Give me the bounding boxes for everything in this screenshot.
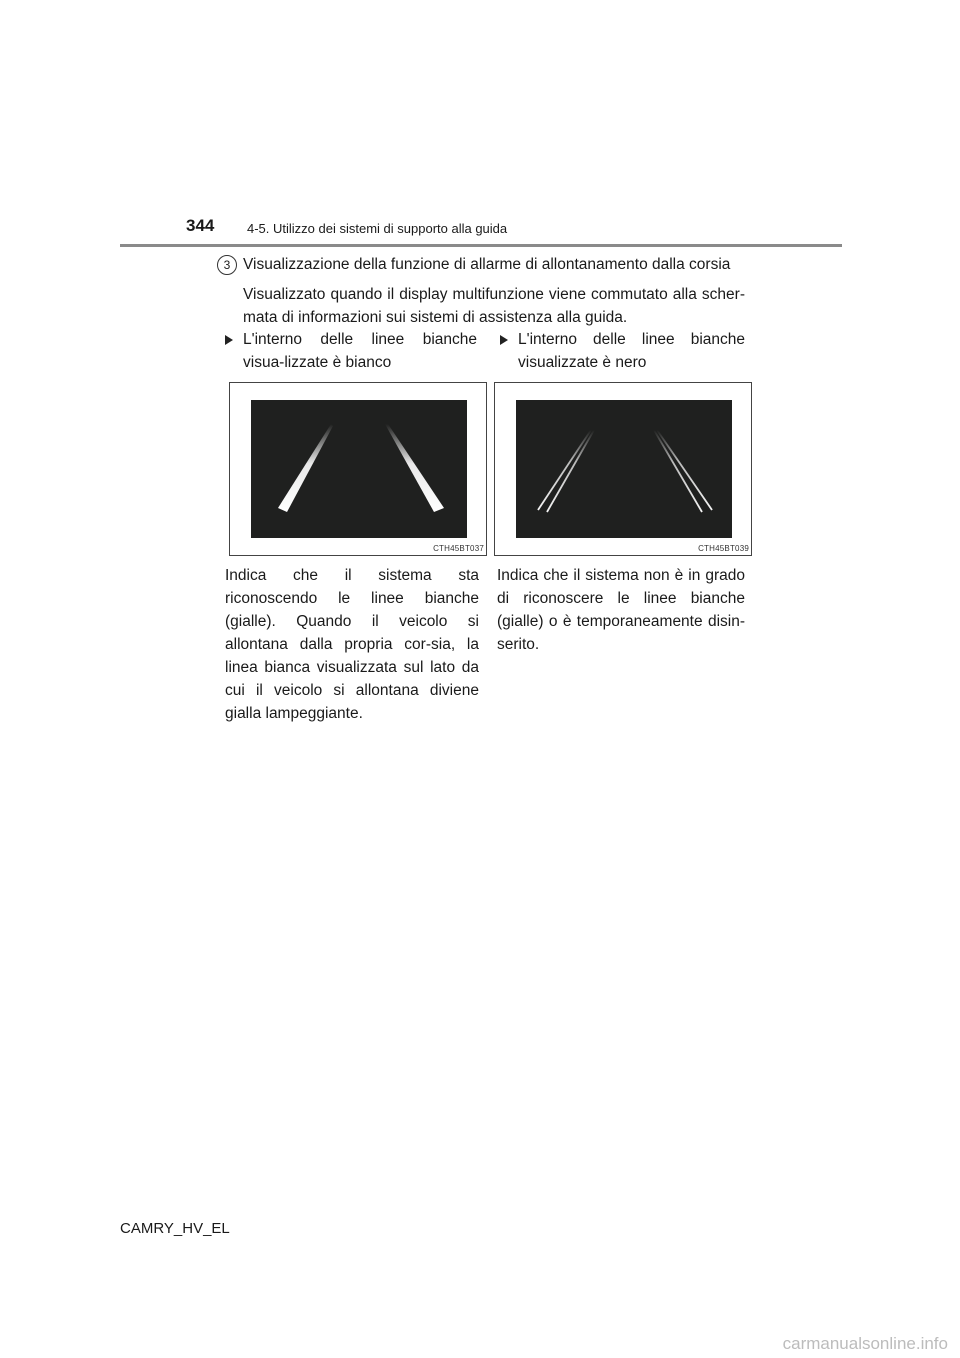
column-description-black: Indica che il sistema non è in grado di riconoscere le linee bianche (gialle) o è temporaneamente disin-serito. <box>497 567 745 653</box>
right-lane-inner-edge <box>654 430 702 512</box>
display-screen <box>516 400 732 538</box>
column-label-text: L'interno delle linee bianche visualizzate è nero <box>518 331 745 371</box>
figure-lane-lines-black <box>494 382 752 556</box>
item-number-badge: 3 <box>217 255 237 275</box>
item-intro: Visualizzato quando il display multifunzione viene commutato alla scher-mata di informazioni sui sistemi di assistenza alla guida. <box>243 286 745 326</box>
column-label-text: L'interno delle linee bianche visua-lizzate è bianco <box>243 331 477 371</box>
section-title: 4-5. Utilizzo dei sistemi di supporto alla guida <box>247 221 508 236</box>
right-lane-outer-edge <box>657 430 712 510</box>
triangle-bullet-icon <box>225 335 233 345</box>
header-rule <box>120 244 842 247</box>
item-heading: Visualizzazione della funzione di allarme di allontanamento dalla corsia <box>243 256 731 273</box>
column-label-black-inside <box>500 328 745 374</box>
left-lane-inner-edge <box>547 430 594 512</box>
left-lane-outer-edge <box>538 430 591 510</box>
watermark: carmanualsonline.info <box>782 1334 948 1353</box>
page-number: 344 <box>186 216 215 235</box>
right-lane-line <box>385 424 444 512</box>
figure-code: CTH45BT037 <box>433 544 484 553</box>
display-screen <box>251 400 467 538</box>
column-label-white-inside <box>225 328 477 374</box>
column-description-white: Indica che il sistema sta riconoscendo le linee bianche (gialle). Quando il veicolo si allontana dalla propria cor-sia, la linea bianca visualizzata sul lato da cui il veicolo si allontana diviene gialla lampeggiante. <box>225 567 479 722</box>
figure-lane-lines-white <box>229 382 487 556</box>
left-lane-line <box>278 424 333 512</box>
figure-code: CTH45BT039 <box>698 544 749 553</box>
footer-model-code: CAMRY_HV_EL <box>120 1220 230 1237</box>
triangle-bullet-icon <box>500 335 508 345</box>
